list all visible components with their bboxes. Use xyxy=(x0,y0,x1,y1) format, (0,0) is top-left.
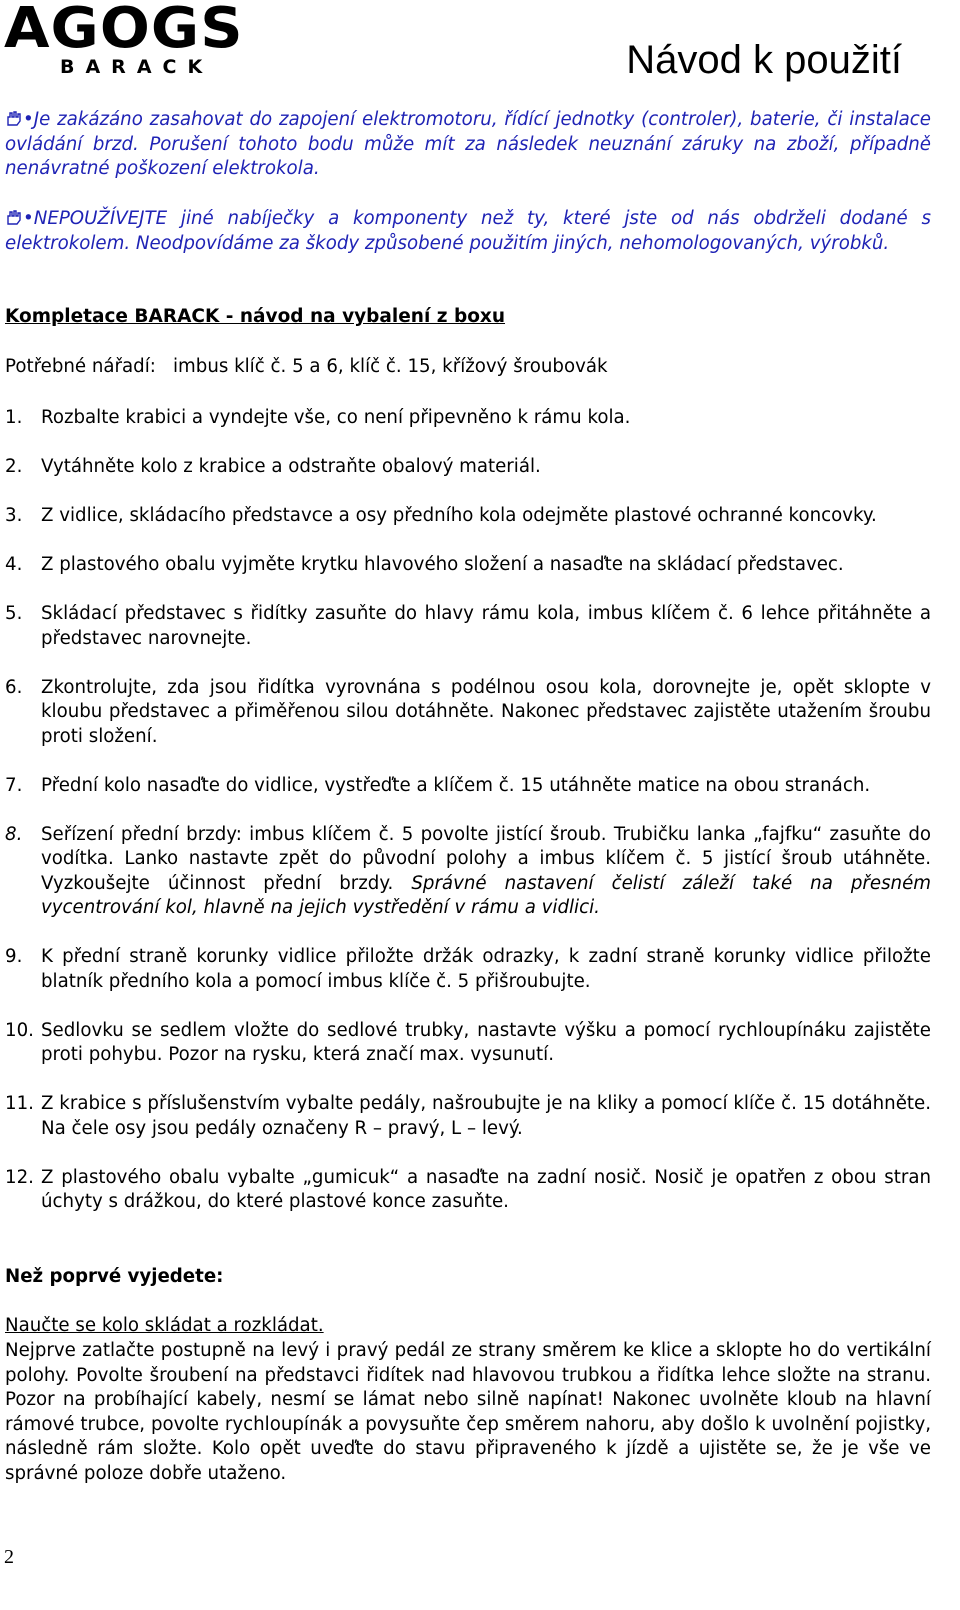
step-text: Vytáhněte kolo z krabice a odstraňte obalový materiál. xyxy=(41,456,541,477)
list-item xyxy=(5,1019,931,1068)
warning-paragraph-2 xyxy=(5,207,931,256)
step-note: Správné nastavení čelistí záleží také na přesném vycentrování kol, hlavně na jejich vystředění v rámu a vidlici. xyxy=(41,872,931,918)
list-item xyxy=(5,553,931,578)
logo-wordmark: AGOGS xyxy=(4,0,244,61)
list-item xyxy=(5,406,931,431)
step-number: 4. xyxy=(5,554,23,575)
step-number: 8. xyxy=(5,823,23,845)
step-text: Zkontrolujte, zda jsou řidítka vyrovnána s podélnou osou kola, dorovnejte je, opět sklopte v kloubu představec a přiměřenou silou dotáhněte. Nakonec představec zajistěte utažením šroubu proti složení. xyxy=(41,676,931,747)
step-number: 2. xyxy=(5,456,23,477)
step-text-container xyxy=(41,823,931,921)
steps-list xyxy=(5,406,931,1239)
step-number: 3. xyxy=(5,505,23,526)
step-text: Z plastového obalu vybalte „gumicuk“ a nasaďte na zadní nosič. Nosič je opatřen z obou stran úchyty s drážkou, do které plastové konce zasuňte. xyxy=(41,1166,931,1212)
before-ride-heading: Než poprvé vyjedete: xyxy=(5,1266,224,1287)
step-number: 10. xyxy=(5,1019,34,1041)
warning-text: •Je zakázáno zasahovat do zapojení elektromotoru, řídící jednotky (controler), baterie, či instalace ovládání brzd. Porušení tohoto bodu může mít za následek neuznání záruky na zboží, případně nenávratné poškození elektrokola. xyxy=(5,109,931,179)
hand-icon xyxy=(5,110,23,126)
step-number: 12. xyxy=(5,1166,34,1188)
list-item xyxy=(5,774,931,799)
list-item xyxy=(5,504,931,529)
step-number: 5. xyxy=(5,603,23,624)
step-number: 9. xyxy=(5,946,23,967)
step-text: Z plastového obalu vyjměte krytku hlavového složení a nasaďte na skládací představec. xyxy=(41,554,844,575)
step-text: K přední straně korunky vidlice přiložte držák odrazky, k zadní straně korunky vidlice přiložte blatník předního kola a pomocí imbus klíče č. 5 přišroubujte. xyxy=(41,946,931,992)
warning-paragraph-1 xyxy=(5,108,931,182)
step-text: Sedlovku se sedlem vložte do sedlové trubky, nastavte výšku a pomocí rychloupínáku zajistěte proti pohybu. Pozor na rysku, která značí max. vysunutí. xyxy=(41,1019,931,1065)
list-item xyxy=(5,1166,931,1215)
logo-subtitle: BARACK xyxy=(60,56,214,78)
section-heading: Kompletace BARACK - návod na vybalení z boxu xyxy=(5,306,506,327)
list-item xyxy=(5,945,931,994)
folding-paragraph: Nejprve zatlačte postupně na levý i pravý pedál ze strany směrem ke klice a sklopte ho do vertikální polohy. Povolte šroubení na představci řidítek nad hlavovou trubkou a řidítka lehce složte na stranu. Pozor na probíhající kabely, nesmí se lámat nebo silně napínat! Nakonec uvolněte kloub na hlavní rámové trubce, povolte rychloupínák a povysuňte čep směrem nahoru, aby došlo k uvolnění pojistky, následně rám složte. Kolo opět uveďte do stavu připraveného k jízdě a ujistěte se, že je vše ve správné poloze dobře utaženo. xyxy=(5,1340,931,1484)
list-item xyxy=(5,676,931,750)
step-text: Přední kolo nasaďte do vidlice, vystřeďte a klíčem č. 15 utáhněte matice na obou stranách. xyxy=(41,774,871,796)
tools-value: imbus klíč č. 5 a 6, klíč č. 15, křížový šroubovák xyxy=(173,356,608,377)
hand-icon xyxy=(5,209,23,225)
list-item xyxy=(5,823,931,921)
step-number: 7. xyxy=(5,774,23,796)
warning-text: •NEPOUŽÍVEJTE jiné nabíječky a komponenty než ty, které jste od nás obdrželi dodané s elektrokolem. Neodpovídáme za škody způsobené použitím jiných, nehomologovaných, výrobků. xyxy=(5,208,931,254)
document-title: Návod k použití xyxy=(626,38,902,82)
page-number: 2 xyxy=(4,1546,14,1568)
step-number: 1. xyxy=(5,407,23,428)
list-item xyxy=(5,1092,931,1141)
step-number: 11. xyxy=(5,1093,34,1114)
tools-line xyxy=(5,356,608,377)
step-text: Seřízení přední brzdy: imbus klíčem č. 5 povolte jistící šroub. Trubičku lanka „fajfku“ zasuňte do vodítka. Lanko nastavte zpět do původní polohy a imbus klíčem č. 5 jistící šroub utáhněte. Vyzkoušejte účinnost přední brzdy. xyxy=(41,823,931,894)
step-text: Rozbalte krabici a vyndejte vše, co není připevněno k rámu kola. xyxy=(41,407,631,428)
folding-heading: Naučte se kolo skládat a rozkládat. xyxy=(5,1315,324,1336)
step-number: 6. xyxy=(5,676,23,698)
tools-label: Potřebné nářadí: xyxy=(5,356,156,377)
brand-logo xyxy=(4,2,284,82)
step-text: Skládací představec s řidítky zasuňte do hlavy rámu kola, imbus klíčem č. 6 lehce přitáhněte a představec narovnejte. xyxy=(41,603,931,649)
step-text: Z vidlice, skládacího představce a osy předního kola odejměte plastové ochranné koncovky. xyxy=(41,505,877,526)
step-text: Z krabice s příslušenstvím vybalte pedály, našroubujte je na kliky a pomocí klíče č. 15 dotáhněte. Na čele osy jsou pedály označeny R – pravý, L – levý. xyxy=(41,1093,931,1139)
list-item xyxy=(5,602,931,651)
list-item xyxy=(5,455,931,480)
